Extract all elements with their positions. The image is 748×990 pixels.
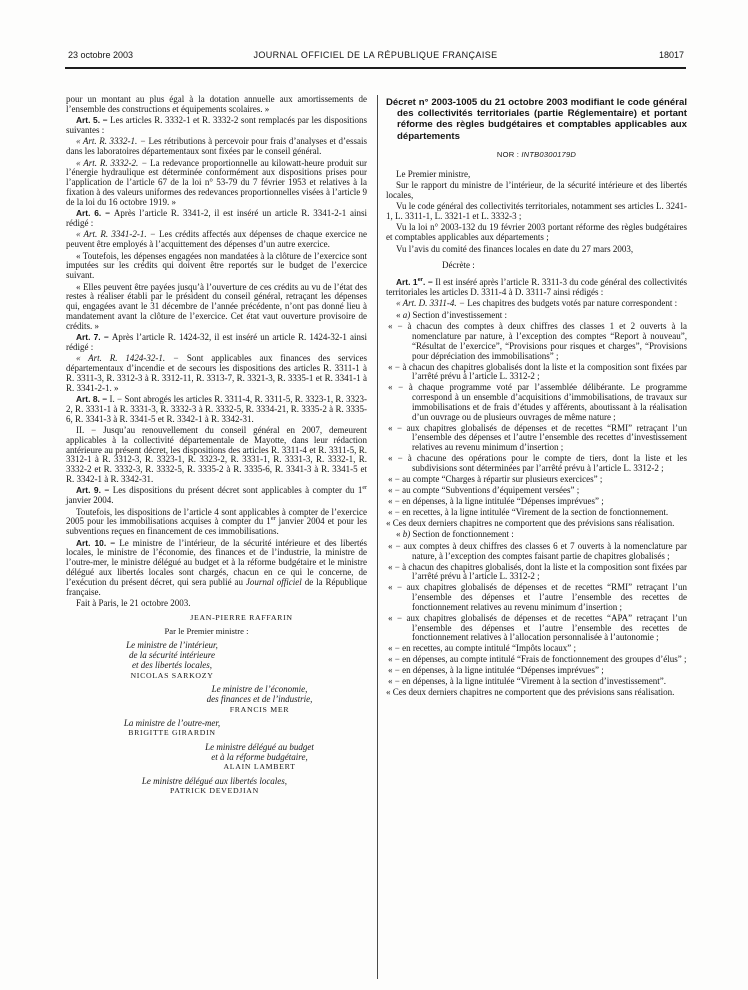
list-item — [386, 542, 687, 562]
text-segment: janvier 2004. — [66, 495, 114, 506]
minister-title: de la sécurité intérieure — [129, 650, 215, 661]
text-segment: « Art. R. 1424-32-1. − — [76, 353, 187, 364]
paragraph — [66, 116, 367, 136]
list-item — [386, 583, 687, 612]
minister-name: ALAIN LAMBERT — [223, 762, 296, 772]
text-segment: Vu l’avis du comité des finances locales en date du 27 mars 2003, — [396, 243, 634, 254]
text-segment: « − au compte “Charges à répartir sur plusieurs exercices” ; — [388, 474, 603, 485]
nor-line — [386, 150, 687, 160]
list-item — [386, 563, 687, 583]
text-segment: Décrète : — [442, 260, 475, 271]
text-segment: . − — [423, 277, 436, 288]
text-segment: « Toutefois, les dépenses engagées non mandatées à la clôture de l’exercice sont imputées sur les crédits qui doivent être reportés sur le budget de l’exercice suivant. — [66, 250, 367, 281]
signatory-name: JEAN-PIERRE RAFFARIN — [190, 612, 293, 622]
text-segment: Art. 6. − — [76, 208, 114, 219]
text-segment: Après l’article R. 3341-2, il est inséré un article R. 3341-2-1 ainsi rédigé : — [66, 208, 367, 228]
text-segment: Art. 8. − — [76, 394, 110, 405]
paragraph — [66, 539, 367, 598]
text-segment: er — [362, 485, 367, 492]
text-segment: « − à chacun des chapitres globalisés, dont la liste et la composition sont fixées par l’arrêté prévu à l’article L. 3312-2 ; — [388, 561, 687, 582]
text-segment: « − en dépenses, à la ligne intitulée “Virement à la section d’investissement”. — [388, 676, 666, 687]
list-item — [386, 475, 687, 485]
decree-heading: Décret n° 2003-1005 du 21 octobre 2003 modifiant le code général des collectivités territoriales (partie Réglementaire) et portant réforme des règles budgétaires et comptables applicables aux départements — [386, 97, 687, 142]
text-segment: Sont applicables aux finances des services départementaux d’incendie et de secours les dispositions des articles R. 3311-1 à R. 3311-3, R. 3312-3 à R. 3312-11, R. 3313-7, R. 3321-3, R. 3335-1 et R. 3341-1 à R. 3341-2-1. » — [66, 353, 368, 393]
text-segment: « − en dépenses, à la ligne intitulée “Dépenses imprévues” ; — [388, 665, 604, 676]
left-column — [66, 95, 367, 796]
page-number: 18017 — [658, 50, 684, 60]
text-segment: Fait à Paris, le 21 octobre 2003. — [76, 597, 191, 608]
text-segment: « − aux chapitres globalisés de dépenses et de recettes “RMI” retraçant l’un l’ensemble des dépenses et l’autre l’ensemble des recettes d’investissement relatives au revenu minimum d’insertion ; — [388, 422, 687, 453]
paragraph — [66, 209, 367, 229]
paragraph — [66, 395, 367, 424]
paragraph — [442, 261, 687, 271]
text-segment: Il est inséré après l’article R. 3311-3 du code général des collectivités territoriales les articles D. 3311-4 à D. 3311-7 ainsi rédigés : — [386, 277, 687, 297]
list-item — [386, 644, 687, 654]
nor-label: NOR : — [496, 149, 522, 159]
text-segment: b) — [402, 529, 411, 540]
text-segment: Les dispositions du présent décret sont applicables à compter du 1 — [112, 485, 363, 496]
text-segment: « Elles peuvent être payées jusqu’à l’ouverture de ces crédits au vu de l’état des restes à réaliser établi par le président du conseil général, retraçant les dépenses qui, engagées avant le 31 décembre de l’année précédente, n’ont pas donné lieu à mandatement avant la clôture de l’exercice. Cet état vaut ouverture provisoire de crédits. » — [66, 281, 367, 331]
paragraph — [66, 252, 367, 281]
text-segment: « Ces deux derniers chapitres ne comportent que des prévisions sans réalisation. — [386, 517, 675, 528]
minister-title: et des libertés locales, — [132, 660, 212, 671]
journal-date: 23 octobre 2003 — [68, 50, 134, 60]
list-item — [386, 322, 687, 361]
text-segment: Toutefois, les dispositions de l’article 4 sont applicables à compter de l’exercice 2005 pour les immobilisations acquises à compter du 1 — [66, 506, 367, 527]
minister-title: Le ministre délégué au budget — [205, 741, 314, 752]
paragraph — [386, 170, 687, 180]
paragraph — [386, 278, 687, 298]
text-segment: Le Premier ministre, — [396, 168, 471, 179]
text-segment: II. − Jusqu’au renouvellement du conseil général en 2007, demeurent applicables à la collectivité départementale de Mayotte, dans leur rédaction antérieure au présent décret, les dispositions des articles R. 3311-4 et R. 3311-5, R. 3312-1 à R. 3312-3, R. 3323-1, R. 3323-2, R. 3331-1, R. 3331-3, R. 3332-1, R. 3332-2 et R. 3332-3, R. 3332-5, R. 3335-2 à R. 3335-6, R. 3341-3 à R. 3341-5 et R. 3342-1 à R. 3342-31. — [66, 425, 367, 485]
minister-signature — [72, 640, 272, 681]
text-segment: Section de fonctionnement : — [410, 529, 514, 540]
text-segment: « — [396, 529, 403, 540]
paragraph — [66, 599, 367, 609]
text-segment: « Art. R. 3332-2. − — [76, 157, 151, 168]
text-segment: Art. 10. − — [76, 537, 120, 548]
text-segment: « − en recettes, à la ligne intitulée “Virement de la section de fonctionnement. — [388, 506, 669, 517]
right-column — [386, 95, 687, 700]
paragraph — [66, 159, 367, 208]
right-column-text — [386, 170, 687, 699]
minister-title: Le ministre de l’intérieur, — [126, 640, 218, 651]
paragraph — [386, 299, 687, 309]
paragraph — [386, 688, 687, 698]
minister-title: La ministre de l’outre-mer, — [123, 718, 221, 729]
text-segment: er — [417, 277, 424, 284]
list-item — [386, 454, 687, 474]
paragraph — [386, 245, 687, 255]
premier-ministre-byline: Par le Premier ministre : — [164, 626, 249, 637]
journal-title: JOURNAL OFFICIEL DE LA RÉPUBLIQUE FRANÇAISE — [253, 50, 498, 60]
text-segment: « − à chacune des opérations pour le compte de tiers, dont la liste et les subdivisions sont déterminées par l’arrêté prévu à l’article L. 3312-2 ; — [388, 453, 687, 474]
list-item — [386, 486, 687, 496]
minister-signature — [72, 718, 272, 739]
text-segment: de la République française. — [66, 576, 368, 597]
minister-signature — [152, 742, 367, 773]
text-segment: « − à chacun des comptes à deux chiffres des classes 1 et 2 ouverts à la nomenclature par nature, à l’exception des comptes “Report à nouveau”, “Résultat de l’exercice”, “Provisions pour risques et charges”, “Provisions pour dépréciation des immobilisations” ; — [388, 321, 687, 361]
text-segment: « − à chacun des chapitres globalisés dont la liste et la composition sont fixées par l’arrêté prévu à l’article L. 3312-2 ; — [388, 361, 687, 382]
text-segment: « − aux chapitres globalisés de dépenses et de recettes “RMI” retraçant l’un l’ensemble des dépenses et l’autre l’ensemble des recettes de fonctionnement relatives au revenu minimum d’insertion ; — [388, 582, 687, 612]
column-divider — [377, 95, 378, 979]
text-segment: « Art. R. 3332-1. − — [76, 136, 149, 147]
minister-title: Le ministre de l’économie, — [211, 684, 308, 695]
paragraph — [66, 230, 367, 250]
paragraph — [386, 530, 687, 540]
text-segment: « Ces deux derniers chapitres ne comportent que des prévisions sans réalisation. — [386, 687, 675, 698]
text-segment: pour un montant au plus égal à la dotation annuelle aux amortissements de l’ensemble des constructions et équipements scolaires. » — [66, 94, 367, 114]
text-segment: Section d’investissement : — [410, 309, 507, 320]
paragraph — [66, 354, 367, 393]
text-segment: « − à chaque programme voté par l’assemblée délibérante. Le programme correspond à un ensemble d’acquisitions d’immobilisations, de travaux sur immobilisations et de frais d’études y afférents, aboutissant à la réalisation d’un ouvrage ou de plusieurs ouvrages de même nature ; — [388, 382, 687, 422]
text-segment: Art. 7. − — [76, 332, 112, 343]
text-segment: « − aux chapitres globalisés de dépenses et de recettes “APA” retraçant l’un l’ensemble des dépenses et l’autre l’ensemble des recettes de fonctionnement relatives à l’allocation personnalisée à l’autonomie ; — [388, 612, 687, 643]
paragraph — [386, 223, 687, 243]
text-segment: « Art. R. 3341-2-1. − — [76, 229, 159, 240]
text-segment: « − au compte “Subventions d’équipement versées” ; — [388, 485, 580, 495]
text-segment: Les articles R. 3332-1 et R. 3332-2 sont remplacés par les dispositions suivantes : — [66, 115, 367, 135]
paragraph — [386, 519, 687, 529]
text-segment: I. − Sont abrogés les articles R. 3311-4, R. 3311-5, R. 3323-1, R. 3323-2, R. 3331-1 à R. 3331-3, R. 3332-3 à R. 3332-5, R. 3334-21, R. 3335-2 à R. 3335-6, R. 3341-3 à R. 3341-5 et R. 3342-1 à R. 3342-31. — [66, 394, 367, 424]
text-segment: a) — [402, 309, 411, 320]
paragraph — [66, 426, 367, 485]
minister-name: NICOLAS SARKOZY — [130, 670, 214, 680]
text-segment: Vu la loi n° 2003-132 du 19 février 2003 portant réforme des règles budgétaires et comptables applicables aux départements ; — [386, 222, 687, 243]
paragraph — [66, 333, 367, 353]
left-column-text — [66, 95, 367, 609]
list-item — [386, 424, 687, 453]
minister-name: BRIGITTE GIRARDIN — [128, 728, 216, 738]
list-item — [386, 383, 687, 422]
minister-signature — [72, 776, 357, 797]
text-segment: Les rétributions à percevoir pour frais d’analyses et d’essais dans les laboratoires départementaux sont fixées par le conseil général. — [66, 136, 367, 157]
signature-block — [66, 613, 367, 797]
list-item — [386, 655, 687, 665]
text-segment: « − en dépenses, à la ligne intitulée “Dépenses imprévues” ; — [388, 495, 604, 506]
paragraph — [66, 283, 367, 332]
list-item — [386, 677, 687, 687]
nor-code: INTB0300179D — [521, 149, 577, 159]
paragraph — [66, 486, 367, 506]
text-segment: « — [396, 309, 403, 320]
text-segment: « − en dépenses, au compte intitulé “Frais de fonctionnement des groupes d’élus” ; — [388, 654, 687, 665]
minister-name: FRANCIS MER — [229, 704, 290, 714]
text-segment: Art. 9. − — [76, 485, 113, 496]
text-segment: « Art. D. 3311-4. − — [396, 298, 468, 309]
page-header — [65, 48, 686, 64]
text-segment: Sur le rapport du ministre de l’intérieur, de la sécurité intérieure et des libertés locales, — [386, 180, 687, 200]
text-segment: Journal officiel — [245, 576, 302, 587]
text-segment: Après l’article R. 1424-32, il est inséré un article R. 1424-32-1 ainsi rédigé : — [66, 332, 367, 352]
list-item — [386, 363, 687, 383]
minister-title: des finances et de l’industrie, — [206, 694, 313, 705]
text-segment: Le ministre de l’intérieur, de la sécurité intérieure et des libertés locales, le ministre de l’économie, des finances et de l’industrie, la ministre de l’outre-mer, le ministre délégué au budget et à la réforme budgétaire et le ministre délégué aux libertés locales sont chargés, chacun en ce qui le concerne, de l’exécution du présent décret, qui sera publié au — [66, 537, 368, 587]
header-rule — [65, 67, 686, 69]
minister-title: et à la réforme budgétaire, — [211, 751, 308, 762]
text-segment: Art. 1 — [396, 277, 418, 288]
list-item — [386, 497, 687, 507]
paragraph — [66, 95, 367, 115]
minister-name: PATRICK DEVEDJIAN — [170, 785, 259, 795]
text-segment: Art. 5. − — [76, 115, 111, 126]
paragraph — [386, 311, 687, 321]
text-segment: Les chapitres des budgets votés par nature correspondent : — [467, 298, 678, 309]
minister-signature — [152, 684, 367, 715]
text-segment: « − en recettes, au compte intitulé “Impôts locaux” ; — [388, 643, 577, 654]
paragraph — [66, 508, 367, 537]
text-segment: Les crédits affectés aux dépenses de chaque exercice ne peuvent être employés à l’acquittement des dépenses d’un autre exercice. — [66, 229, 367, 250]
paragraph — [386, 181, 687, 201]
list-item — [386, 614, 687, 643]
text-segment: La redevance proportionnelle au kilowatt-heure produit sur l’énergie hydraulique est déterminée conformément aux dispositions prises pour l’application de l’article 67 de la loi n° 53-79 du 7 février 1953 et relatives à la fixation à des valeurs uniformes des redevances proportionnelles visées à l’article 9 de la loi du 16 octobre 1919. » — [66, 157, 368, 207]
minister-title: Le ministre délégué aux libertés locales, — [141, 775, 288, 786]
text-segment: er — [270, 516, 276, 523]
paragraph — [66, 137, 367, 157]
text-segment: « − aux comptes à deux chiffres des classes 6 et 7 ouverts à la nomenclature par nature, à l’exception des comptes faisant partie de chapitres globalisés ; — [388, 540, 687, 561]
list-item — [386, 508, 687, 518]
text-segment: Vu le code général des collectivités territoriales, notamment ses articles L. 3241-1, L. 3311-1, L. 3321-1 et L. 3332-3 ; — [386, 201, 687, 221]
paragraph — [386, 202, 687, 222]
text-segment: janvier 2004 et pour les subventions reçues en financement de ces immobilisations. — [66, 516, 367, 537]
list-item — [386, 666, 687, 676]
